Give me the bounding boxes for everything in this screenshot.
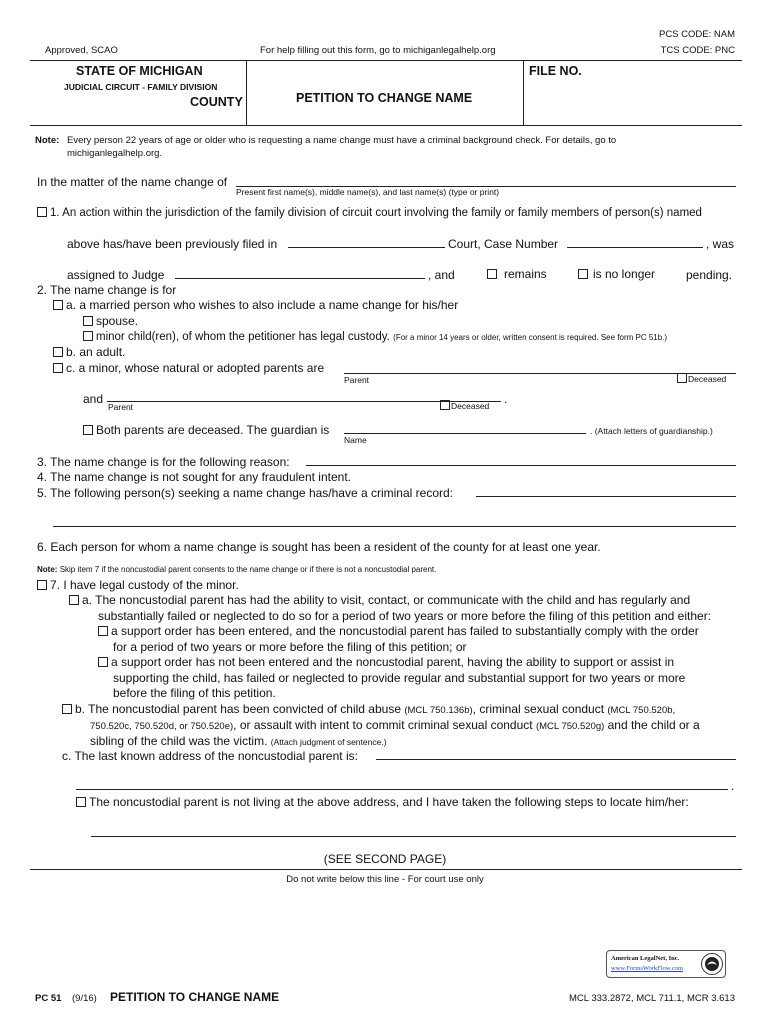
item7b-cite-c: 750.520c, 750.520d, or 750.520e) bbox=[90, 721, 234, 732]
county-label: COUNTY bbox=[190, 95, 243, 109]
item7b-line-3 bbox=[90, 734, 387, 748]
minor-child-row bbox=[83, 329, 667, 343]
support-order-entered-2: for a period of two years or more before the filing of this petition; or bbox=[113, 640, 467, 654]
item7b-text-d: and the child or a bbox=[607, 718, 700, 732]
parent2-deceased bbox=[440, 400, 489, 411]
form-number: PC 51 bbox=[35, 993, 62, 1004]
locate-steps-field[interactable] bbox=[91, 836, 736, 837]
item5-text: 5. The following person(s) seeking a name change has/have a criminal record: bbox=[37, 486, 454, 500]
not-living-text: The noncustodial parent is not living at the above address, and I have taken the following steps to locate him/her: bbox=[89, 795, 689, 809]
not-living-row bbox=[76, 795, 689, 809]
item7b-text-e: sibling of the child was the victim. bbox=[90, 734, 268, 748]
file-no-label: FILE NO. bbox=[529, 64, 582, 78]
court-use-rule bbox=[30, 869, 742, 870]
address-field-1[interactable] bbox=[376, 759, 736, 760]
court-use-label: Do not write below this line - For court use only bbox=[286, 874, 484, 885]
help-text: For help filling out this form, go to michiganlegalhelp.org bbox=[260, 45, 496, 56]
item1-was: , was bbox=[706, 237, 735, 251]
logo-line-1: American LegalNet, Inc. bbox=[611, 955, 680, 962]
item4-text: 4. The name change is not sought for any fraudulent intent. bbox=[37, 470, 351, 484]
item7b-line-2 bbox=[90, 718, 700, 732]
item2c-text: c. a minor, whose natural or adopted parents are bbox=[66, 361, 325, 375]
parent2-deceased-label: Deceased bbox=[451, 401, 490, 411]
parent2-deceased-checkbox[interactable] bbox=[440, 400, 450, 410]
both-deceased-checkbox[interactable] bbox=[83, 425, 93, 435]
item7a-line-1: a. The noncustodial parent has had the ability to visit, contact, or communicate with the child and has regularly and bbox=[82, 593, 691, 607]
parent1-deceased-checkbox[interactable] bbox=[677, 373, 687, 383]
spouse-row bbox=[83, 314, 138, 328]
item3-text: 3. The name change is for the following reason: bbox=[37, 455, 290, 469]
reason-field[interactable] bbox=[306, 465, 736, 466]
legalnet-logo bbox=[606, 950, 726, 978]
form-title: PETITION TO CHANGE NAME bbox=[296, 91, 473, 105]
parent1-deceased bbox=[677, 373, 726, 384]
guardianship-note: . (Attach letters of guardianship.) bbox=[590, 426, 713, 436]
item7b-attach: (Attach judgment of sentence.) bbox=[270, 737, 387, 747]
item1-court-case: Court, Case Number bbox=[448, 237, 559, 251]
item1-filed-in: above has/have been previously filed in bbox=[67, 237, 278, 251]
pcs-code: PCS CODE: NAM bbox=[658, 29, 735, 40]
item1-checkbox[interactable] bbox=[37, 207, 47, 217]
caption-top-rule bbox=[30, 60, 742, 61]
support-order-entered-row bbox=[98, 624, 699, 638]
address-period: . bbox=[731, 779, 735, 793]
item2c-checkbox[interactable] bbox=[53, 363, 63, 373]
item7c-text: c. The last known address of the noncustodial parent is: bbox=[62, 749, 358, 763]
logo-line-2: www.FormsWorkFlow.com bbox=[611, 965, 683, 972]
tcs-code: TCS CODE: PNC bbox=[660, 45, 735, 56]
item7a-line-2: substantially failed or neglected to do so for a period of two years or more before the filing of this petition and either: bbox=[98, 609, 712, 623]
minor-child-checkbox[interactable] bbox=[83, 331, 93, 341]
item6-text: 6. Each person for whom a name change is sought has been a resident of the county for at least one year. bbox=[37, 540, 601, 554]
skip-note bbox=[37, 565, 436, 574]
item7a-checkbox[interactable] bbox=[69, 595, 79, 605]
item7b-cite-b: (MCL 750.520b, bbox=[607, 705, 676, 716]
spouse-checkbox[interactable] bbox=[83, 316, 93, 326]
item7b-text-a: b. The noncustodial parent has been convicted of child abuse bbox=[75, 702, 402, 716]
matter-label: In the matter of the name change of bbox=[37, 175, 228, 189]
footer-citations: MCL 333.2872, MCL 711.1, MCR 3.613 bbox=[569, 993, 735, 1004]
skip-note-text: Skip item 7 if the noncustodial parent consents to the name change or if there is not a noncustodial parent. bbox=[59, 565, 437, 574]
item7b-checkbox[interactable] bbox=[62, 704, 72, 714]
circuit-label: JUDICIAL CIRCUIT - FAMILY DIVISION bbox=[64, 82, 218, 92]
pending-label: pending. bbox=[686, 268, 733, 282]
item7b-text-c: , or assault with intent to commit criminal sexual conduct bbox=[233, 718, 533, 732]
item2a-checkbox[interactable] bbox=[53, 300, 63, 310]
item7b-cite-d: (MCL 750.520g) bbox=[535, 721, 605, 732]
support-order-not-entered-row bbox=[98, 655, 674, 669]
both-deceased-row bbox=[83, 423, 329, 437]
address-field-2[interactable] bbox=[76, 789, 728, 790]
remains-option bbox=[487, 267, 547, 281]
case-number-field[interactable] bbox=[567, 247, 703, 248]
item1-text: 1. An action within the jurisdiction of the family division of circuit court involving the family or family members of person(s) named bbox=[50, 207, 702, 219]
item7-row bbox=[37, 578, 239, 592]
not-living-checkbox[interactable] bbox=[76, 797, 86, 807]
support-order-not-entered-checkbox[interactable] bbox=[98, 657, 108, 667]
item1-assigned: assigned to Judge bbox=[67, 268, 165, 282]
item2b-checkbox[interactable] bbox=[53, 347, 63, 357]
item2b-text: b. an adult. bbox=[66, 345, 126, 359]
support-order-not-entered-1: a support order has not been entered and the noncustodial parent, having the ability to support or assist in bbox=[111, 655, 675, 669]
form-revision: (9/16) bbox=[72, 993, 97, 1004]
judge-field[interactable] bbox=[175, 278, 425, 279]
note-line-2: michiganlegalhelp.org. bbox=[67, 148, 163, 159]
remains-label: remains bbox=[504, 267, 547, 281]
item7b-cite-a: (MCL 750.136b) bbox=[404, 705, 473, 716]
caption-divider-1 bbox=[246, 60, 247, 125]
no-longer-checkbox[interactable] bbox=[578, 269, 588, 279]
guardian-field[interactable] bbox=[344, 433, 586, 434]
footer-title: PETITION TO CHANGE NAME bbox=[110, 990, 280, 1004]
item7-checkbox[interactable] bbox=[37, 580, 47, 590]
see-second-page: (SEE SECOND PAGE) bbox=[323, 852, 447, 866]
criminal-record-field[interactable] bbox=[476, 496, 736, 497]
support-order-not-entered-3: before the filing of this petition. bbox=[113, 686, 276, 700]
guardian-caption: Name bbox=[344, 435, 367, 445]
eagle-seal-icon bbox=[701, 953, 723, 975]
item2b-row bbox=[53, 345, 125, 359]
skip-note-label: Note: bbox=[37, 565, 58, 574]
caption-divider-2 bbox=[523, 60, 524, 125]
and-label: and bbox=[83, 392, 104, 406]
present-name-caption: Present first name(s), middle name(s), and last name(s) (type or print) bbox=[236, 187, 500, 197]
support-order-entered-1: a support order has been entered, and the noncustodial parent has failed to substantially comply with the order bbox=[111, 624, 699, 638]
parent2-caption: Parent bbox=[108, 402, 134, 412]
caption-bottom-rule bbox=[30, 125, 742, 126]
item7b-text-b: , criminal sexual conduct bbox=[472, 702, 605, 716]
item2a-text: a. a married person who wishes to also include a name change for his/her bbox=[66, 298, 459, 312]
note-line-1: Every person 22 years of age or older who is requesting a name change must have a criminal background check. For details, go to bbox=[67, 135, 617, 146]
item1-and: , and bbox=[428, 268, 455, 282]
note-label: Note: bbox=[35, 135, 60, 146]
item2-text: 2. The name change is for bbox=[37, 283, 177, 297]
court-field[interactable] bbox=[288, 247, 445, 248]
minor-child-label: minor child(ren), of whom the petitioner has legal custody. bbox=[96, 331, 390, 343]
item7b-row bbox=[62, 702, 675, 716]
support-order-entered-checkbox[interactable] bbox=[98, 626, 108, 636]
no-longer-label: is no longer bbox=[593, 267, 656, 281]
parent1-deceased-label: Deceased bbox=[688, 374, 727, 384]
support-order-not-entered-2: supporting the child, has failed or neglected to provide regular and substantial support for two years or more bbox=[113, 671, 686, 685]
both-deceased-text: Both parents are deceased. The guardian is bbox=[96, 423, 330, 437]
no-longer-option bbox=[578, 267, 655, 281]
state-name: STATE OF MICHIGAN bbox=[76, 64, 203, 78]
minor-consent-note: (For a minor 14 years or older, written consent is required. See form PC 51b.) bbox=[393, 333, 668, 342]
item2c-row bbox=[53, 361, 324, 375]
criminal-record-field-2[interactable] bbox=[53, 526, 736, 527]
item2a-row bbox=[53, 298, 458, 312]
parent2-period: . bbox=[504, 392, 508, 406]
parent1-caption: Parent bbox=[344, 375, 370, 385]
spouse-label: spouse. bbox=[96, 314, 139, 328]
approval-text: Approved, SCAO bbox=[45, 45, 118, 56]
remains-checkbox[interactable] bbox=[487, 269, 497, 279]
item7a-row bbox=[69, 593, 690, 607]
item7-text: 7. I have legal custody of the minor. bbox=[50, 578, 239, 592]
item1-row bbox=[37, 205, 702, 219]
